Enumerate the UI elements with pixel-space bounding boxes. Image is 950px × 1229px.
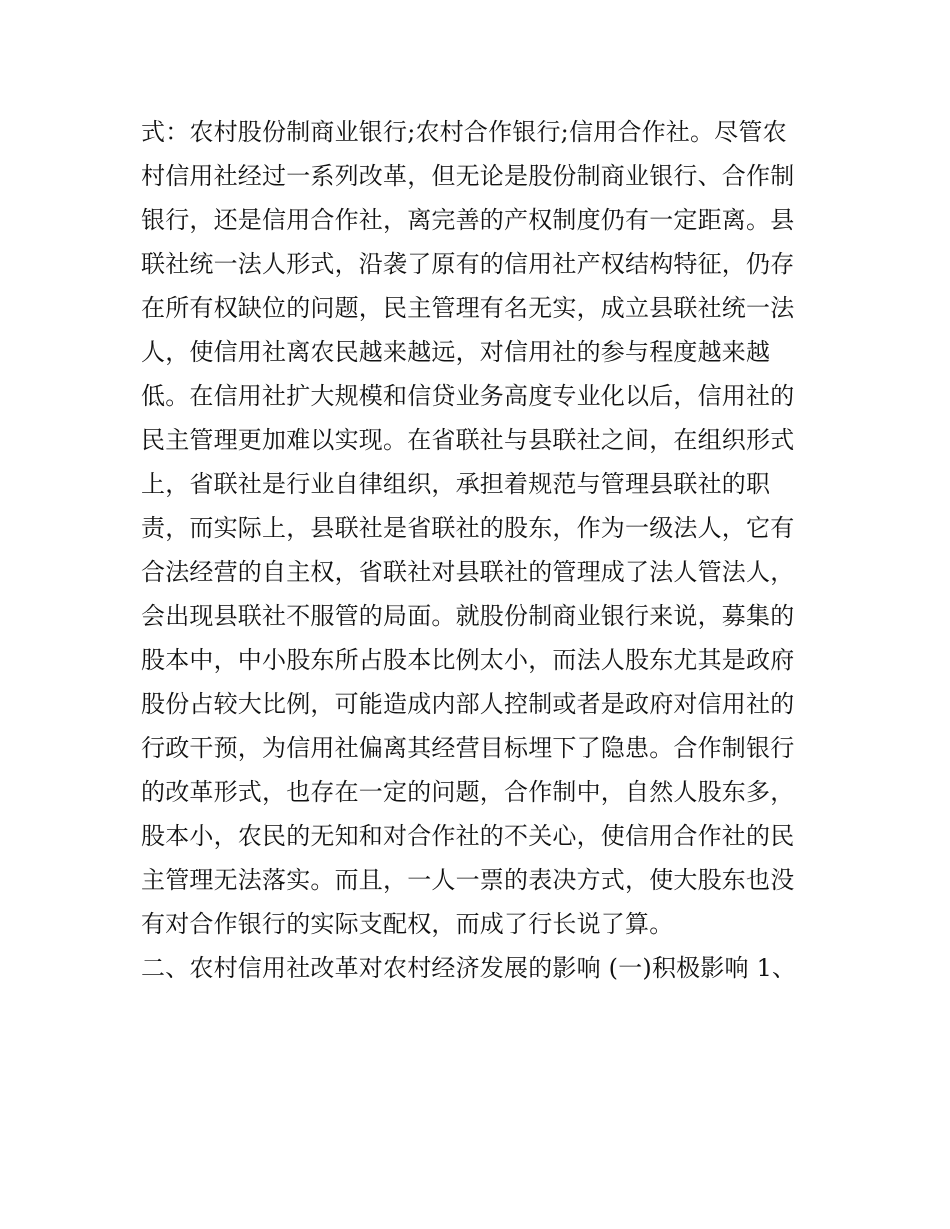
text-line: 股本中，中小股东所占股本比例太小，而法人股东尤其是政府 [141,646,795,674]
text-line: 在所有权缺位的问题，民主管理有名无实，成立县联社统一法 [141,294,795,322]
text-line: 低。在信用社扩大规模和信贷业务高度专业化以后，信用社的 [141,382,795,410]
text-line: 民主管理更加难以实现。在省联社与县联社之间，在组织形式 [141,426,795,454]
text-line: 有对合作银行的实际支配权，而成了行长说了算。 [141,910,674,938]
text-line: 合法经营的自主权，省联社对县联社的管理成了法人管法人， [141,558,795,586]
text-line: 责，而实际上，县联社是省联社的股东，作为一级法人，它有 [141,514,795,542]
text-line: 村信用社经过一系列改革，但无论是股份制商业银行、合作制 [141,162,795,190]
text-line: 人，使信用社离农民越来越远，对信用社的参与程度越来越 [141,338,771,366]
body-text [141,110,821,990]
text-line: 银行，还是信用合作社，离完善的产权制度仍有一定距离。县 [141,206,795,234]
section-heading-line: 二、农村信用社改革对农村经济发展的影响 (一)积极影响 1、 [141,954,797,982]
text-line: 联社统一法人形式，沿袭了原有的信用社产权结构特征，仍存 [141,250,795,278]
text-line: 的改革形式，也存在一定的问题，合作制中，自然人股东多， [141,778,795,806]
text-line: 上，省联社是行业自律组织，承担着规范与管理县联社的职 [141,470,771,498]
text-line: 行政干预，为信用社偏离其经营目标埋下了隐患。合作制银行 [141,734,795,762]
text-line: 主管理无法落实。而且，一人一票的表决方式，使大股东也没 [141,866,795,894]
text-line: 式：农村股份制商业银行;农村合作银行;信用合作社。尽管农 [141,118,787,146]
text-line: 股份占较大比例，可能造成内部人控制或者是政府对信用社的 [141,690,795,718]
text-line: 股本小，农民的无知和对合作社的不关心，使信用合作社的民 [141,822,795,850]
text-line: 会出现县联社不服管的局面。就股份制商业银行来说，募集的 [141,602,795,630]
